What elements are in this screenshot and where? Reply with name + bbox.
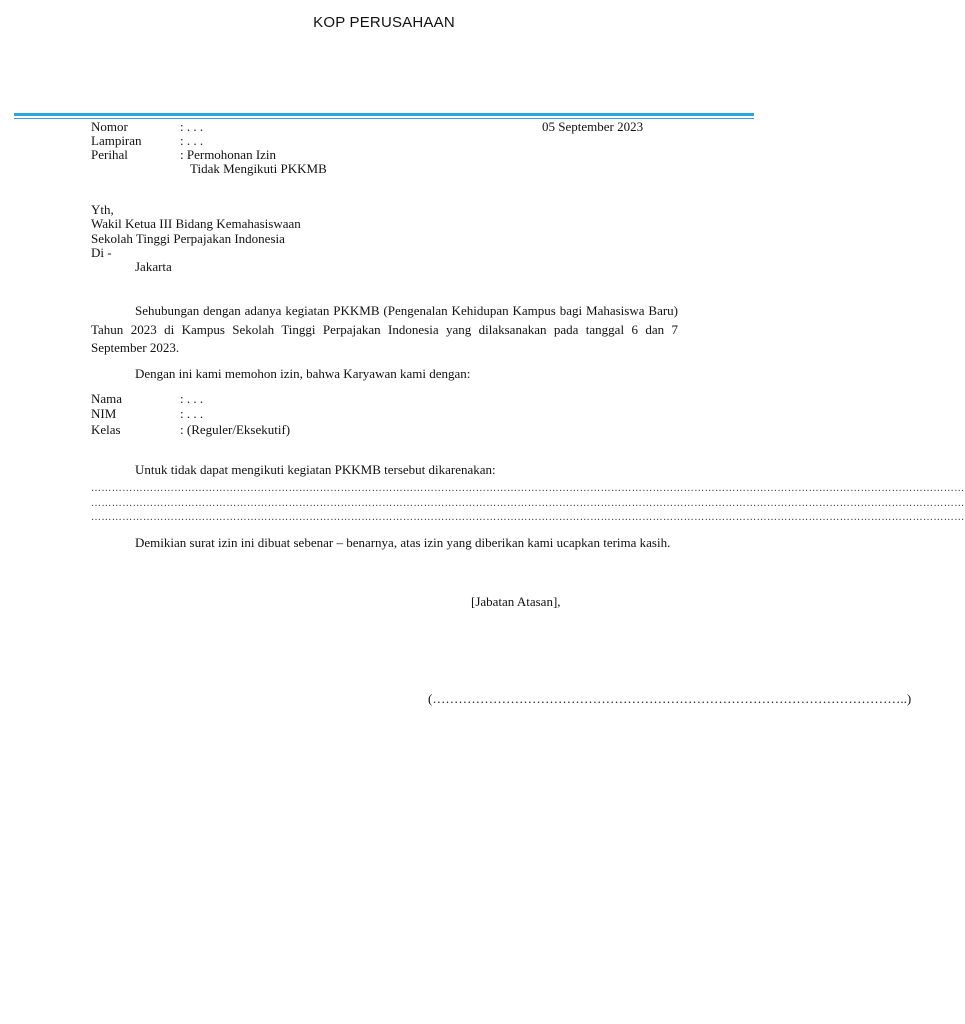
reason-line: ……………………………………………………………………………………………………………………………………………………………………………………………………………………………… [91, 483, 965, 494]
recipient-line1: Wakil Ketua III Bidang Kemahasiswaan [91, 216, 301, 231]
lampiran-value: : . . . [180, 133, 204, 148]
nim-value: : . . . [180, 406, 204, 421]
signatory-title: [Jabatan Atasan], [471, 594, 561, 609]
nama-value: : . . . [180, 391, 204, 406]
kelas-value: : (Reguler/Eksekutif) [180, 422, 291, 437]
reason-line: ……………………………………………………………………………………………………………………………………………………………………………………………………………………………… [91, 512, 965, 523]
lampiran-label: Lampiran [91, 133, 142, 148]
nomor-label: Nomor [91, 119, 128, 134]
recipient-city: Jakarta [135, 259, 172, 274]
body-paragraph-2: Dengan ini kami memohon izin, bahwa Karyawan kami dengan: [135, 366, 471, 381]
closing-paragraph: Demikian surat izin ini dibuat sebenar – benarnya, atas izin yang diberikan kami ucapkan terima kasih. [135, 535, 671, 550]
nim-label: NIM [91, 406, 117, 421]
nama-label: Nama [91, 391, 123, 406]
kelas-label: Kelas [91, 422, 121, 437]
letter-date: 05 September 2023 [542, 119, 644, 134]
reason-line: ……………………………………………………………………………………………………………………………………………………………………………………………………………………………… [91, 498, 965, 509]
perihal-label: Perihal [91, 147, 128, 162]
recipient-line2: Sekolah Tinggi Perpajakan Indonesia [91, 231, 285, 246]
letterhead-placeholder: KOP PERUSAHAAN [313, 14, 455, 31]
perihal-value-line1: : Permohonan Izin [180, 147, 277, 162]
nomor-value: : . . . [180, 119, 204, 134]
letterhead-rule-thick [14, 113, 754, 116]
recipient-line3: Di - [91, 245, 112, 260]
perihal-value-line2: Tidak Mengikuti PKKMB [190, 161, 327, 176]
signatory-name-placeholder: (………………………………………………………………………………………………..) [428, 691, 912, 706]
body-paragraph-1: Sehubungan dengan adanya kegiatan PKKMB (Pengenalan Kehidupan Kampus bagi Mahasiswa Baru) Tahun 2023 di Kampus Sekolah Tinggi Perpajakan Indonesia yang dilaksanakan pada tanggal 6 dan 7 September 2023. [91, 303, 678, 355]
body-paragraph-3: Untuk tidak dapat mengikuti kegiatan PKKMB tersebut dikarenakan: [135, 462, 496, 477]
recipient-greeting: Yth, [91, 202, 114, 217]
